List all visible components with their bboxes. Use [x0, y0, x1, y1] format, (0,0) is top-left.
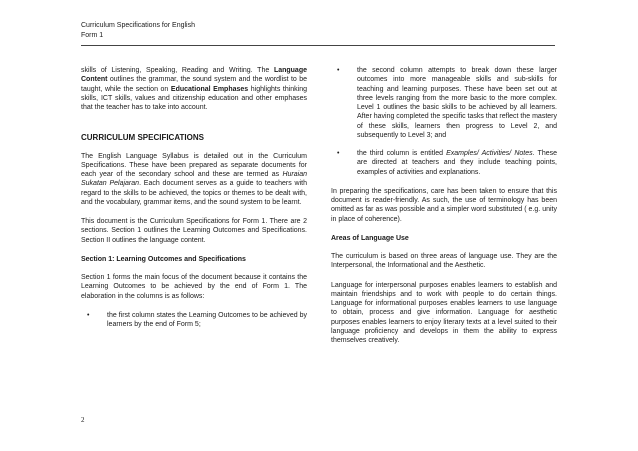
- syllabus-paragraph: [81, 152, 307, 208]
- document-overview-paragraph: [81, 217, 307, 245]
- column-list-part2: [331, 66, 557, 177]
- text-run: outlines the grammar, the sound system and the wordlist to be taught, while the section on: [81, 76, 307, 93]
- right-column: [331, 66, 557, 355]
- list-item-second-column: [331, 66, 557, 140]
- text-run: Language for interpersonal purposes enables learners to establish and maintain friendships and to work with people to do certain things. Language for informational purposes enables learners to use language to obtain, process and give information. Language for aesthetic purposes enables learners to enjoy literary texts at a level suited to their language proficiency and develops in them the ability to express themselves creatively.: [331, 281, 557, 344]
- italic-term: Huraian Sukatan Pelajaran: [81, 171, 307, 188]
- bold-term: Educational Emphases: [170, 85, 249, 93]
- text-run: . Each document serves as a guide to teachers with regard to the skills to be achieved, the topics or themes to be dealt with, and the vocabulary, grammar items, and the sound system to be learnt.: [81, 180, 307, 206]
- text-run: the third column is entitled: [357, 150, 447, 157]
- text-run: skills of Listening, Speaking, Reading and Writing. The: [81, 67, 274, 74]
- text-run: This document is the Curriculum Specifications for Form 1. There are 2 sections. Section 1 outlines the Learning Outcomes and Specifications. Section II outlines the language content.: [81, 218, 307, 244]
- text-run: Section 1 forms the main focus of the document because it contains the Learning Outcomes to be achieved by the end of Form 1. The elaboration in the columns is as follows:: [81, 274, 307, 300]
- header-title: Curriculum Specifications for English: [81, 22, 195, 29]
- text-run: highlights thinking skills, ICT skills, values and citizenship education and other emphases that the teacher has to take into account.: [81, 85, 308, 111]
- text-run: the first column states the Learning Outcomes to be achieved by learners by the end of Form 5;: [107, 311, 307, 328]
- running-header: [81, 21, 195, 40]
- text-run: the second column attempts to break down these larger outcomes into more manageable skills and sub-skills for teaching and learning purposes. These have been set out at three levels ranging from the more basic to the more complex. Level 1 outlines the basic skills to be achieved by all learners. After having completed the specific tasks that reflect the mastery of these skills, learners then progress to Level 2, and subsequently to Level 3; and: [357, 67, 557, 139]
- list-item-first-column: [81, 311, 307, 330]
- italic-term: Examples/ Activities/ Notes: [446, 150, 533, 157]
- text-run: In preparing the specifications, care has been taken to ensure that this document is reader-friendly. As such, the use of terminology has been omitted as far as was possible and a simpler word substituted ( e.g. unity in place of coherence).: [331, 187, 557, 223]
- bold-term: Language Content: [81, 67, 307, 84]
- reader-friendly-paragraph: [331, 187, 557, 224]
- column-list-part1: [81, 311, 307, 330]
- page-number: 2: [81, 416, 85, 424]
- list-item-third-column: [331, 149, 557, 177]
- areas-detail-paragraph: [331, 281, 557, 346]
- header-form: Form 1: [81, 31, 104, 39]
- intro-paragraph: [81, 66, 307, 112]
- section-heading-curriculum-specifications: CURRICULUM SPECIFICATIONS: [81, 133, 204, 143]
- areas-intro-paragraph: [331, 252, 557, 271]
- text-run: The English Language Syllabus is detailed out in the Curriculum Specifications. These have been prepared as separate documents for each year of the secondary school and these are termed as: [81, 152, 307, 178]
- left-column: [81, 66, 307, 339]
- text-run: The curriculum is based on three areas of language use. They are the Interpersonal, the Informational and the Aesthetic.: [331, 253, 557, 270]
- section-heading-areas-of-language-use: Areas of Language Use: [331, 234, 409, 242]
- text-run: . These are directed at teachers and they include teaching points, examples of activities and explanations.: [357, 150, 557, 176]
- section1-paragraph: [81, 273, 307, 301]
- section-heading-learning-outcomes: Section 1: Learning Outcomes and Specifications: [81, 255, 246, 263]
- header-rule: [81, 45, 555, 46]
